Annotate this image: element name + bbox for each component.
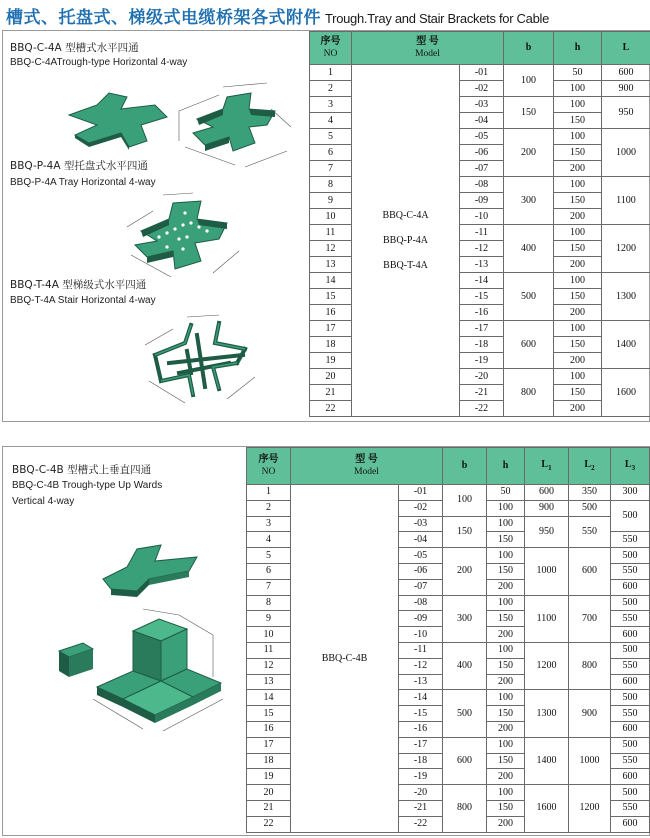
L-value-cell: 950: [602, 97, 650, 129]
L1-value-cell: 1300: [525, 690, 569, 737]
h-value-cell: 100: [487, 737, 525, 753]
h-value-cell: 150: [487, 563, 525, 579]
vertical-4way-section: [2, 446, 650, 836]
row-number-cell: 10: [247, 627, 291, 643]
row-number-cell: 20: [310, 369, 352, 385]
row-number-cell: 13: [310, 257, 352, 273]
row-number-cell: 15: [247, 706, 291, 722]
b-value-cell: 500: [443, 690, 487, 737]
h-value-cell: 200: [487, 674, 525, 690]
L3-value-cell: 600: [611, 627, 650, 643]
h-value-cell: 150: [554, 241, 602, 257]
b-value-cell: 300: [504, 177, 554, 225]
h-value-cell: 150: [554, 145, 602, 161]
model-code-cell: -03: [460, 97, 504, 113]
L3-value-cell: 550: [611, 800, 650, 816]
h-value-cell: 200: [554, 209, 602, 225]
h-value-cell: 100: [554, 129, 602, 145]
row-number-cell: 7: [310, 161, 352, 177]
h-value-cell: 100: [554, 321, 602, 337]
header-b: b: [504, 32, 554, 65]
row-number-cell: 1: [247, 485, 291, 501]
row-number-cell: 20: [247, 785, 291, 801]
page-title-en: Trough.Tray and Stair Brackets for Cable: [325, 11, 550, 26]
L3-value-cell: 550: [611, 753, 650, 769]
header-model: 型 号 Model: [291, 448, 443, 485]
row-number-cell: 9: [310, 193, 352, 209]
item-label-cn: BBQ-C-4B 型槽式上垂直四通: [12, 464, 152, 476]
model-code-cell: -08: [460, 177, 504, 193]
model-code-cell: -16: [399, 721, 443, 737]
model-code-cell: -17: [399, 737, 443, 753]
h-value-cell: 100: [554, 97, 602, 113]
row-number-cell: 16: [247, 721, 291, 737]
table-row: [310, 65, 650, 81]
L2-value-cell: 1000: [569, 737, 611, 784]
spec-table-4a: [309, 31, 650, 417]
model-code-cell: -01: [460, 65, 504, 81]
row-number-cell: 2: [247, 500, 291, 516]
row-number-cell: 17: [310, 321, 352, 337]
model-code-cell: -21: [460, 385, 504, 401]
L2-value-cell: 600: [569, 548, 611, 595]
h-value-cell: 50: [487, 485, 525, 501]
h-value-cell: 150: [554, 385, 602, 401]
model-code-cell: -02: [399, 500, 443, 516]
model-code-cell: -09: [399, 611, 443, 627]
L3-value-cell: 600: [611, 579, 650, 595]
model-code-cell: -07: [399, 579, 443, 595]
row-number-cell: 13: [247, 674, 291, 690]
row-number-cell: 4: [310, 113, 352, 129]
model-code-cell: -13: [399, 674, 443, 690]
L-value-cell: 600: [602, 65, 650, 81]
row-number-cell: 16: [310, 305, 352, 321]
model-code-cell: -05: [460, 129, 504, 145]
L1-value-cell: 950: [525, 516, 569, 548]
model-code-cell: -05: [399, 548, 443, 564]
h-value-cell: 100: [487, 500, 525, 516]
L-value-cell: 1400: [602, 321, 650, 369]
h-value-cell: 150: [487, 532, 525, 548]
row-number-cell: 8: [310, 177, 352, 193]
b-value-cell: 800: [443, 785, 487, 832]
b-value-cell: 100: [443, 485, 487, 517]
L3-value-cell: 550: [611, 611, 650, 627]
model-code-cell: -01: [399, 485, 443, 501]
row-number-cell: 9: [247, 611, 291, 627]
row-number-cell: 18: [310, 337, 352, 353]
b-value-cell: 150: [443, 516, 487, 548]
header-h: h: [554, 32, 602, 65]
row-number-cell: 17: [247, 737, 291, 753]
h-value-cell: 200: [487, 579, 525, 595]
model-code-cell: -12: [399, 658, 443, 674]
row-number-cell: 18: [247, 753, 291, 769]
L3-value-cell: 500: [611, 737, 650, 753]
model-code-cell: -14: [399, 690, 443, 706]
L1-value-cell: 1200: [525, 642, 569, 689]
header-b: b: [443, 448, 487, 485]
model-code-cell: -08: [399, 595, 443, 611]
h-value-cell: 100: [554, 81, 602, 97]
L2-value-cell: 700: [569, 595, 611, 642]
model-code-cell: -11: [399, 642, 443, 658]
row-number-cell: 3: [247, 516, 291, 532]
L3-value-cell: 500: [611, 500, 650, 532]
header-L2: $L_2$: [569, 448, 611, 485]
spec-table-4b: [246, 447, 650, 833]
model-code-cell: -18: [399, 753, 443, 769]
item-label-cn: BBQ-C-4A 型槽式水平四通: [10, 42, 139, 54]
b-value-cell: 100: [504, 65, 554, 97]
L1-value-cell: 1400: [525, 737, 569, 784]
L3-value-cell: 500: [611, 548, 650, 564]
L-value-cell: 1200: [602, 225, 650, 273]
tray-cross-icon: [123, 191, 243, 281]
h-value-cell: 100: [487, 548, 525, 564]
L2-value-cell: 900: [569, 690, 611, 737]
item-label-en: BBQ-C-4ATrough-type Horizontal 4-way: [10, 57, 188, 68]
model-code-cell: -19: [460, 353, 504, 369]
row-number-cell: 11: [247, 642, 291, 658]
L3-value-cell: 550: [611, 658, 650, 674]
L3-value-cell: 500: [611, 595, 650, 611]
h-value-cell: 100: [554, 369, 602, 385]
L3-value-cell: 550: [611, 532, 650, 548]
h-value-cell: 150: [554, 289, 602, 305]
model-cell: [352, 65, 460, 417]
L2-value-cell: 500: [569, 500, 611, 516]
h-value-cell: 200: [487, 769, 525, 785]
row-number-cell: 15: [310, 289, 352, 305]
item-label-en: BBQ-T-4A Stair Horizontal 4-way: [10, 295, 156, 306]
h-value-cell: 100: [487, 642, 525, 658]
model-code-cell: -09: [460, 193, 504, 209]
L3-value-cell: 550: [611, 706, 650, 722]
model-code-cell: -14: [460, 273, 504, 289]
vertical-4way-cover-icon: [97, 539, 207, 599]
b-value-cell: 200: [504, 129, 554, 177]
L3-value-cell: 500: [611, 785, 650, 801]
model-code-cell: -19: [399, 769, 443, 785]
L1-value-cell: 1000: [525, 548, 569, 595]
L-value-cell: 900: [602, 81, 650, 97]
L3-value-cell: 600: [611, 674, 650, 690]
L2-value-cell: 550: [569, 516, 611, 548]
stair-cross-icon: [139, 311, 259, 411]
model-cell: BBQ-C-4B: [291, 485, 399, 833]
model-name: BBQ-T-4A: [383, 260, 428, 271]
row-number-cell: 8: [247, 595, 291, 611]
h-value-cell: 200: [554, 305, 602, 321]
page-title-cn: 槽式、托盘式、梯级式电缆桥架各式附件: [6, 8, 321, 28]
item-label-en: Vertical 4-way: [12, 496, 75, 507]
h-value-cell: 200: [554, 401, 602, 417]
row-number-cell: 19: [310, 353, 352, 369]
page-title: [6, 3, 550, 28]
L2-value-cell: 350: [569, 485, 611, 501]
h-value-cell: 100: [487, 516, 525, 532]
model-code-cell: -07: [460, 161, 504, 177]
h-value-cell: 100: [487, 785, 525, 801]
L-value-cell: 1000: [602, 129, 650, 177]
h-value-cell: 100: [554, 177, 602, 193]
model-code-cell: -18: [460, 337, 504, 353]
row-number-cell: 2: [310, 81, 352, 97]
model-code-cell: -06: [460, 145, 504, 161]
L3-value-cell: 500: [611, 642, 650, 658]
row-number-cell: 19: [247, 769, 291, 785]
L3-value-cell: 300: [611, 485, 650, 501]
row-number-cell: 6: [247, 563, 291, 579]
model-code-cell: -13: [460, 257, 504, 273]
L2-value-cell: 800: [569, 642, 611, 689]
row-number-cell: 12: [310, 241, 352, 257]
b-value-cell: 400: [504, 225, 554, 273]
L3-value-cell: 600: [611, 769, 650, 785]
row-number-cell: 3: [310, 97, 352, 113]
model-code-cell: -16: [460, 305, 504, 321]
model-code-cell: -02: [460, 81, 504, 97]
L3-value-cell: 600: [611, 816, 650, 832]
h-value-cell: 50: [554, 65, 602, 81]
row-number-cell: 5: [310, 129, 352, 145]
trough-cross-dimension-drawing: [175, 81, 295, 171]
row-number-cell: 5: [247, 548, 291, 564]
model-code-cell: -15: [460, 289, 504, 305]
h-value-cell: 200: [487, 627, 525, 643]
h-value-cell: 100: [554, 225, 602, 241]
row-number-cell: 6: [310, 145, 352, 161]
L3-value-cell: 600: [611, 721, 650, 737]
header-L1: $L_1$: [525, 448, 569, 485]
model-name: BBQ-P-4A: [382, 235, 428, 246]
b-value-cell: 400: [443, 642, 487, 689]
h-value-cell: 200: [487, 816, 525, 832]
h-value-cell: 150: [487, 706, 525, 722]
model-code-cell: -15: [399, 706, 443, 722]
model-code-cell: -06: [399, 563, 443, 579]
b-value-cell: 150: [504, 97, 554, 129]
h-value-cell: 150: [487, 800, 525, 816]
model-code-cell: -21: [399, 800, 443, 816]
L1-value-cell: 1100: [525, 595, 569, 642]
model-code-cell: -11: [460, 225, 504, 241]
model-code-cell: -04: [399, 532, 443, 548]
L-value-cell: 1600: [602, 369, 650, 417]
table-row: [247, 485, 650, 501]
header-no: 序号 NO: [310, 32, 352, 65]
row-number-cell: 22: [310, 401, 352, 417]
b-value-cell: 300: [443, 595, 487, 642]
L3-value-cell: 500: [611, 690, 650, 706]
h-value-cell: 150: [554, 113, 602, 129]
vertical-4way-body-icon: [83, 607, 233, 737]
model-code-cell: -17: [460, 321, 504, 337]
model-code-cell: -22: [460, 401, 504, 417]
L3-value-cell: 550: [611, 563, 650, 579]
b-value-cell: 600: [504, 321, 554, 369]
row-number-cell: 21: [247, 800, 291, 816]
row-number-cell: 12: [247, 658, 291, 674]
h-value-cell: 100: [487, 595, 525, 611]
header-h: h: [487, 448, 525, 485]
h-value-cell: 150: [554, 337, 602, 353]
h-value-cell: 200: [487, 721, 525, 737]
h-value-cell: 100: [554, 273, 602, 289]
row-number-cell: 21: [310, 385, 352, 401]
model-code-cell: -20: [399, 785, 443, 801]
L1-value-cell: 900: [525, 500, 569, 516]
header-model: 型 号 Model: [352, 32, 504, 65]
L-value-cell: 1100: [602, 177, 650, 225]
trough-cross-flat-icon: [63, 91, 173, 151]
row-number-cell: 11: [310, 225, 352, 241]
L1-value-cell: 600: [525, 485, 569, 501]
row-number-cell: 1: [310, 65, 352, 81]
item-label-cn: BBQ-P-4A 型托盘式水平四通: [10, 160, 148, 172]
b-value-cell: 200: [443, 548, 487, 595]
model-code-cell: -04: [460, 113, 504, 129]
row-number-cell: 7: [247, 579, 291, 595]
model-code-cell: -03: [399, 516, 443, 532]
model-name: BBQ-C-4A: [382, 210, 429, 221]
model-code-cell: -20: [460, 369, 504, 385]
h-value-cell: 150: [554, 193, 602, 209]
header-no: 序号 NO: [247, 448, 291, 485]
L-value-cell: 1300: [602, 273, 650, 321]
h-value-cell: 200: [554, 161, 602, 177]
item-label-en: BBQ-P-4A Tray Horizontal 4-way: [10, 177, 156, 188]
row-number-cell: 14: [310, 273, 352, 289]
b-value-cell: 600: [443, 737, 487, 784]
b-value-cell: 800: [504, 369, 554, 417]
model-code-cell: -22: [399, 816, 443, 832]
h-value-cell: 150: [487, 753, 525, 769]
h-value-cell: 200: [554, 257, 602, 273]
L1-value-cell: 1600: [525, 785, 569, 832]
header-L3: $L_3$: [611, 448, 650, 485]
row-number-cell: 4: [247, 532, 291, 548]
row-number-cell: 14: [247, 690, 291, 706]
L2-value-cell: 1200: [569, 785, 611, 832]
item-label-cn: BBQ-T-4A 型梯级式水平四通: [10, 279, 147, 291]
row-number-cell: 22: [247, 816, 291, 832]
item-label-en: BBQ-C-4B Trough-type Up Wards: [12, 480, 163, 491]
h-value-cell: 150: [487, 611, 525, 627]
model-code-cell: -10: [399, 627, 443, 643]
h-value-cell: 100: [487, 690, 525, 706]
row-number-cell: 10: [310, 209, 352, 225]
h-value-cell: 200: [554, 353, 602, 369]
h-value-cell: 150: [487, 658, 525, 674]
b-value-cell: 500: [504, 273, 554, 321]
horizontal-4way-section: [2, 30, 650, 422]
header-L: L: [602, 32, 650, 65]
model-code-cell: -10: [460, 209, 504, 225]
model-code-cell: -12: [460, 241, 504, 257]
